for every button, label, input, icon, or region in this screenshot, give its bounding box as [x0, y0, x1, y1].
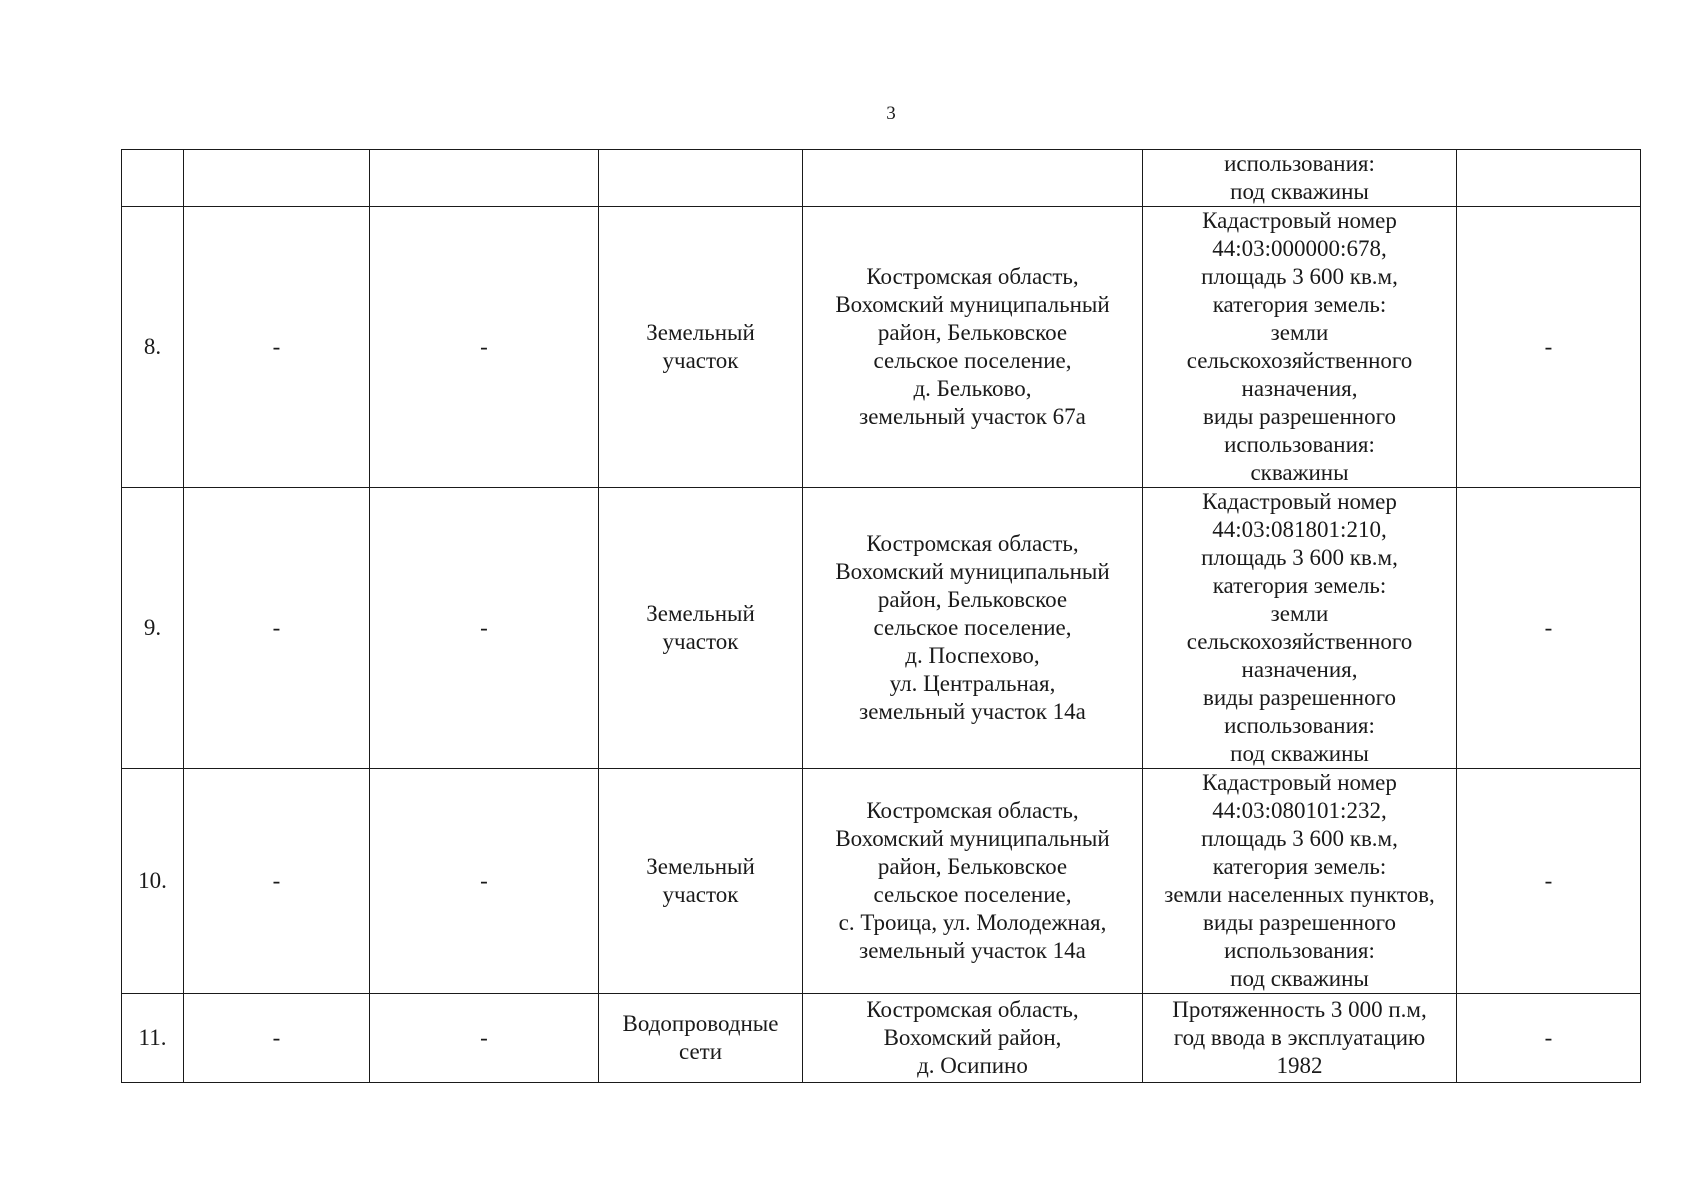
page-number: 3 — [886, 103, 896, 124]
object-name-cell: Земельный участок — [599, 488, 803, 769]
table-row — [122, 207, 1641, 488]
details-cell: использования: под скважины — [1143, 150, 1457, 207]
address-cell: Костромская область, Вохомский муниципальный район, Бельковское сельское поселение, д. Поспехово, ул. Центральная, земельный участок 14а — [803, 488, 1143, 769]
row-number-cell: 8. — [122, 207, 184, 488]
column-2-cell: - — [184, 207, 370, 488]
row-number-cell — [122, 150, 184, 207]
row-number-cell: 11. — [122, 994, 184, 1083]
row-number-cell: 9. — [122, 488, 184, 769]
last-column-cell — [1457, 150, 1641, 207]
object-name-cell — [599, 150, 803, 207]
object-name-cell: Водопроводные сети — [599, 994, 803, 1083]
address-cell — [803, 150, 1143, 207]
column-3-cell — [370, 150, 599, 207]
table-row — [122, 769, 1641, 994]
table-row — [122, 488, 1641, 769]
table-row — [122, 150, 1641, 207]
details-cell: Кадастровый номер 44:03:000000:678, площадь 3 600 кв.м, категория земель: земли сельскохозяйственного назначения, виды разрешенного использования: скважины — [1143, 207, 1457, 488]
object-name-cell: Земельный участок — [599, 769, 803, 994]
last-column-cell: - — [1457, 207, 1641, 488]
details-cell: Кадастровый номер 44:03:081801:210, площадь 3 600 кв.м, категория земель: земли сельскохозяйственного назначения, виды разрешенного использования: под скважины — [1143, 488, 1457, 769]
row-number-cell: 10. — [122, 769, 184, 994]
address-cell: Костромская область, Вохомский муниципальный район, Бельковское сельское поселение, д. Бельково, земельный участок 67а — [803, 207, 1143, 488]
column-3-cell: - — [370, 994, 599, 1083]
last-column-cell: - — [1457, 994, 1641, 1083]
object-name-cell: Земельный участок — [599, 207, 803, 488]
column-2-cell: - — [184, 488, 370, 769]
column-2-cell — [184, 150, 370, 207]
details-cell: Кадастровый номер 44:03:080101:232, площадь 3 600 кв.м, категория земель: земли населенных пунктов, виды разрешенного использования: под скважины — [1143, 769, 1457, 994]
column-3-cell: - — [370, 488, 599, 769]
property-registry-table — [121, 149, 1641, 1083]
details-cell: Протяженность 3 000 п.м, год ввода в эксплуатацию 1982 — [1143, 994, 1457, 1083]
last-column-cell: - — [1457, 769, 1641, 994]
column-2-cell: - — [184, 769, 370, 994]
address-cell: Костромская область, Вохомский район, д. Осипино — [803, 994, 1143, 1083]
address-cell: Костромская область, Вохомский муниципальный район, Бельковское сельское поселение, с. Троица, ул. Молодежная, земельный участок 14а — [803, 769, 1143, 994]
column-2-cell: - — [184, 994, 370, 1083]
table-row — [122, 994, 1641, 1083]
column-3-cell: - — [370, 207, 599, 488]
column-3-cell: - — [370, 769, 599, 994]
last-column-cell: - — [1457, 488, 1641, 769]
